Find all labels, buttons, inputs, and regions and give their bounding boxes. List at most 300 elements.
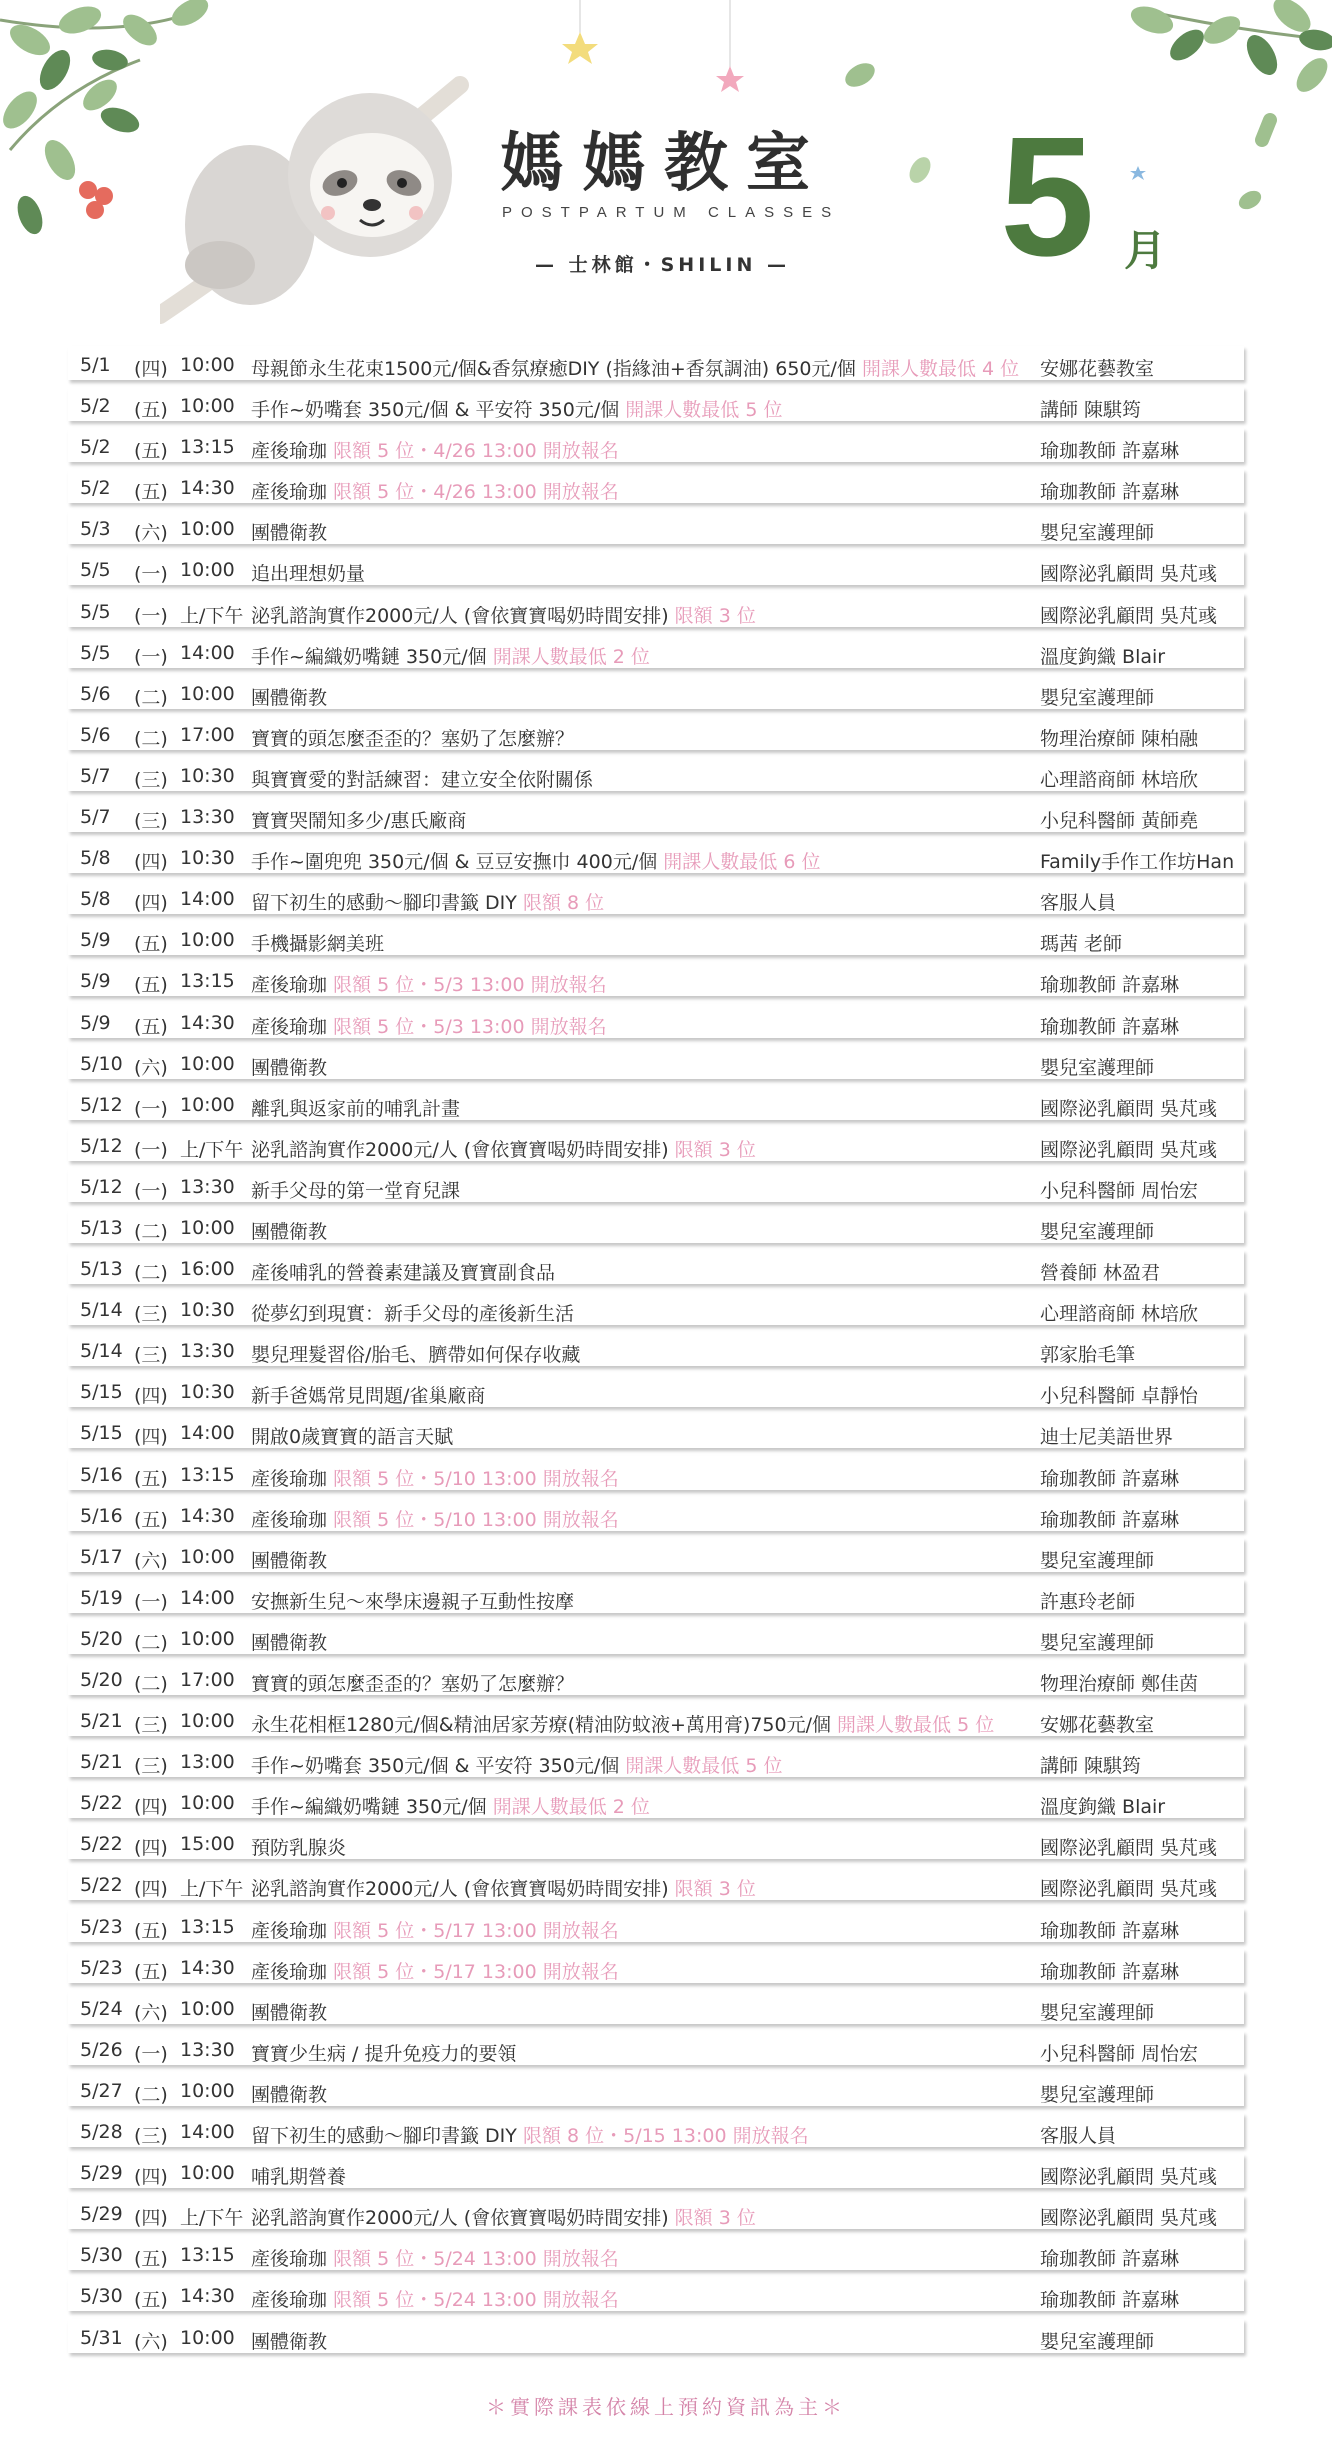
class-description [251, 2039, 516, 2066]
class-time: 13:30 [180, 1175, 235, 1198]
schedule-row [68, 1946, 1244, 1987]
class-time: 14:00 [180, 2121, 235, 2144]
class-teacher: 溫度鉤織 Blair [1040, 645, 1166, 668]
class-description [251, 642, 650, 669]
class-weekday: (三) [134, 2125, 168, 2148]
schedule-row [68, 959, 1244, 1000]
class-weekday: (二) [134, 2083, 168, 2106]
class-note: 限額 3 位 [674, 1878, 756, 1901]
class-teacher: 客服人員 [1040, 892, 1117, 915]
class-time: 上/下午 [180, 1138, 244, 1161]
class-time: 13:15 [180, 970, 235, 993]
class-time: 14:00 [180, 1586, 235, 1609]
class-title: 泌乳諮詢實作2000元/人 (會依寶寶喝奶時間安排) [251, 2207, 669, 2230]
class-date: 5/20 [80, 1627, 123, 1650]
class-date: 5/5 [80, 559, 111, 582]
class-description [251, 1957, 619, 1984]
class-note: 開課人數最低 6 位 [663, 851, 821, 874]
class-description [251, 436, 619, 463]
class-title: 預防乳腺炎 [251, 1837, 347, 1860]
schedule-row [68, 1329, 1244, 1370]
schedule-row [68, 713, 1244, 754]
class-description [251, 1628, 327, 1655]
class-weekday: (二) [134, 1673, 168, 1695]
class-description [251, 2285, 619, 2312]
class-title: 寶寶的頭怎麼歪歪的？塞奶了怎麼辦？ [251, 1673, 575, 1695]
class-time: 10:00 [180, 354, 235, 376]
class-description [251, 1422, 453, 1449]
class-description [251, 601, 756, 628]
schedule-row [68, 2316, 1244, 2357]
class-date: 5/8 [80, 847, 111, 870]
class-teacher: 國際泌乳顧問 吳芃彧 [1040, 1837, 1218, 1860]
class-weekday: (一) [134, 2042, 168, 2065]
class-date: 5/2 [80, 395, 111, 418]
schedule-row [68, 2274, 1244, 2315]
schedule-row [68, 672, 1244, 713]
class-weekday: (三) [134, 1303, 168, 1326]
class-time: 10:00 [180, 1216, 235, 1239]
star-ornaments-decoration [540, 0, 780, 110]
class-description [251, 1505, 619, 1532]
class-time: 上/下午 [180, 604, 244, 627]
class-teacher: 瑜珈教師 許嘉琳 [1040, 1960, 1180, 1983]
schedule-row [68, 548, 1244, 589]
class-note: 限額 5 位・5/10 13:00 開放報名 [333, 1467, 619, 1490]
class-note: 限額 3 位 [674, 2207, 756, 2230]
class-date: 5/30 [80, 2244, 123, 2267]
class-description [251, 724, 574, 751]
class-date: 5/16 [80, 1463, 123, 1486]
schedule-row [68, 1288, 1244, 1329]
small-leaf-decoration [1220, 175, 1280, 225]
class-description [251, 1916, 619, 1943]
schedule-row [68, 1535, 1244, 1576]
class-weekday: (五) [134, 2289, 168, 2312]
class-weekday: (四) [134, 1385, 168, 1408]
class-weekday: (六) [134, 1056, 168, 1079]
class-date: 5/15 [80, 1422, 123, 1445]
schedule-row [68, 754, 1244, 795]
class-time: 14:00 [180, 1422, 235, 1445]
class-description [251, 1833, 346, 1860]
class-time: 14:30 [180, 2285, 235, 2308]
class-weekday: (一) [134, 1097, 168, 1120]
class-date: 5/23 [80, 1915, 123, 1938]
class-weekday: (三) [134, 1755, 168, 1778]
class-note: 限額 5 位・5/10 13:00 開放報名 [333, 1508, 619, 1531]
class-description [251, 970, 607, 997]
class-time: 10:00 [180, 1052, 235, 1075]
schedule-row [68, 2192, 1244, 2233]
class-date: 5/14 [80, 1340, 123, 1363]
class-title: 手作~奶嘴套 350元/個 & 平安符 350元/個 [251, 1755, 620, 1778]
class-time: 14:30 [180, 1011, 235, 1034]
class-teacher: 客服人員 [1040, 2125, 1117, 2148]
class-title: 產後瑜珈 [251, 2248, 328, 2271]
class-weekday: (五) [134, 1467, 168, 1490]
schedule-row [68, 2110, 1244, 2151]
class-weekday: (五) [134, 933, 168, 956]
class-weekday: (四) [134, 892, 168, 915]
class-time: 15:00 [180, 1833, 235, 1856]
class-weekday: (三) [134, 1344, 168, 1367]
class-weekday: (五) [134, 399, 168, 422]
class-title: 團體衛教 [251, 2083, 328, 2106]
class-note: 開課人數最低 4 位 [861, 358, 1020, 380]
class-title: 泌乳諮詢實作2000元/人 (會依寶寶喝奶時間安排) [251, 1878, 669, 1901]
class-description [251, 395, 782, 422]
class-weekday: (二) [134, 1220, 168, 1243]
class-teacher: 心理諮商師 林培欣 [1040, 1303, 1199, 1326]
class-time: 10:00 [180, 1710, 235, 1733]
schedule-row [68, 1740, 1244, 1781]
schedule-row [68, 1124, 1244, 1165]
class-teacher: 嬰兒室護理師 [1040, 1631, 1155, 1654]
schedule-row [68, 1083, 1244, 1124]
class-title: 產後瑜珈 [251, 1467, 328, 1490]
class-description [251, 1464, 619, 1491]
class-date: 5/13 [80, 1258, 123, 1281]
class-teacher: Family手作工作坊Han [1040, 851, 1235, 874]
class-title: 哺乳期營養 [251, 2166, 347, 2189]
class-weekday: (五) [134, 2248, 168, 2271]
class-description [251, 1874, 756, 1901]
class-date: 5/26 [80, 2038, 123, 2061]
class-teacher: 營養師 林盈君 [1040, 1262, 1161, 1285]
class-weekday: (五) [134, 1960, 168, 1983]
class-weekday: (二) [134, 686, 168, 709]
class-description [251, 1299, 574, 1326]
class-date: 5/13 [80, 1216, 123, 1239]
class-title: 開啟0歲寶寶的語言天賦 [251, 1426, 454, 1449]
class-date: 5/15 [80, 1381, 123, 1404]
sloth-illustration [160, 55, 480, 325]
class-time: 13:15 [180, 1915, 235, 1938]
month-number: 5 [1000, 102, 1095, 292]
schedule-row [68, 1863, 1244, 1904]
class-weekday: (二) [134, 1631, 168, 1654]
class-weekday: (一) [134, 1138, 168, 1161]
class-title: 團體衛教 [251, 2330, 328, 2353]
class-date: 5/6 [80, 682, 111, 705]
class-teacher: 小兒科醫師 周怡宏 [1040, 2042, 1199, 2065]
class-note: 限額 3 位 [674, 1138, 756, 1161]
class-time: 10:00 [180, 1997, 235, 2020]
class-date: 5/27 [80, 2079, 123, 2102]
class-teacher: 郭家胎毛筆 [1040, 1344, 1136, 1367]
class-description [251, 2327, 327, 2354]
class-teacher: 瑜珈教師 許嘉琳 [1040, 440, 1180, 463]
class-date: 5/14 [80, 1299, 123, 1322]
class-weekday: (一) [134, 563, 168, 586]
class-title: 永生花相框1280元/個&精油居家芳療(精油防蚊液+萬用膏)750元/個 [251, 1714, 831, 1737]
class-title: 手作~圍兜兜 350元/個 & 豆豆安撫巾 400元/個 [251, 851, 658, 874]
class-teacher: 小兒科醫師 卓靜怡 [1040, 1385, 1199, 1408]
class-title: 寶寶少生病 / 提升免疫力的要領 [251, 2042, 517, 2065]
class-teacher: 瑜珈教師 許嘉琳 [1040, 974, 1180, 997]
class-time: 14:30 [180, 1504, 235, 1527]
class-title: 產後瑜珈 [251, 1919, 328, 1942]
class-title: 團體衛教 [251, 1631, 328, 1654]
class-title: 母親節永生花束1500元/個&香氛療癒DIY (指緣油+香氛調油) 650元/個 [251, 358, 856, 380]
class-title: 團體衛教 [251, 2001, 328, 2024]
class-title: 團體衛教 [251, 1220, 328, 1243]
class-description [251, 2162, 346, 2189]
schedule-row [68, 2233, 1244, 2274]
class-title: 產後瑜珈 [251, 1960, 328, 1983]
schedule-row [68, 1165, 1244, 1206]
class-date: 5/22 [80, 1874, 123, 1897]
schedule-row [68, 1370, 1244, 1411]
schedule-row [68, 1411, 1244, 1452]
class-weekday: (六) [134, 522, 168, 545]
class-title: 產後瑜珈 [251, 2289, 328, 2312]
class-title: 手作~奶嘴套 350元/個 & 平安符 350元/個 [251, 399, 620, 422]
schedule-row [68, 1453, 1244, 1494]
schedule-row [68, 1042, 1244, 1083]
class-description [251, 1053, 327, 1080]
class-teacher: 瑜珈教師 許嘉琳 [1040, 1467, 1180, 1490]
schedule-row [68, 384, 1244, 425]
class-date: 5/2 [80, 436, 111, 459]
class-weekday: (二) [134, 1262, 168, 1285]
class-weekday: (二) [134, 727, 168, 750]
class-description [251, 1587, 574, 1614]
class-teacher: 溫度鉤織 Blair [1040, 1796, 1166, 1819]
class-date: 5/9 [80, 929, 111, 952]
class-title: 新手父母的第一堂育兒課 [251, 1179, 461, 1202]
class-description [251, 1012, 607, 1039]
class-description [251, 2203, 756, 2230]
class-description [251, 1792, 650, 1819]
class-note: 開課人數最低 2 位 [492, 645, 650, 668]
schedule-row [68, 836, 1244, 877]
class-weekday: (一) [134, 1590, 168, 1613]
class-time: 13:00 [180, 1751, 235, 1774]
class-description [251, 2121, 809, 2148]
class-weekday: (一) [134, 604, 168, 627]
class-date: 5/3 [80, 518, 111, 541]
schedule-row [68, 1987, 1244, 2028]
class-date: 5/19 [80, 1586, 123, 1609]
class-description [251, 1751, 782, 1778]
class-weekday: (五) [134, 1508, 168, 1531]
class-description [251, 806, 466, 833]
class-description [251, 354, 1019, 381]
class-note: 限額 5 位・4/26 13:00 開放報名 [333, 440, 619, 463]
class-weekday: (四) [134, 358, 168, 380]
class-teacher: 國際泌乳顧問 吳芃彧 [1040, 1097, 1218, 1120]
class-title: 手作~編織奶嘴鏈 350元/個 [251, 1796, 487, 1819]
class-description [251, 559, 365, 586]
class-title: 團體衛教 [251, 522, 328, 545]
class-time: 10:30 [180, 847, 235, 870]
class-time: 10:00 [180, 395, 235, 418]
class-time: 13:15 [180, 1463, 235, 1486]
schedule-row [68, 877, 1244, 918]
class-title: 產後瑜珈 [251, 440, 328, 463]
class-date: 5/29 [80, 2162, 123, 2185]
class-teacher: 國際泌乳顧問 吳芃彧 [1040, 563, 1218, 586]
class-title: 產後瑜珈 [251, 481, 328, 504]
class-time: 10:00 [180, 682, 235, 705]
class-description [251, 1710, 994, 1737]
class-time: 13:30 [180, 806, 235, 829]
class-time: 10:30 [180, 764, 235, 787]
schedule-row [68, 631, 1244, 672]
class-date: 5/12 [80, 1093, 123, 1116]
class-title: 寶寶的頭怎麼歪歪的？塞奶了怎麼辦？ [251, 727, 575, 750]
class-weekday: (四) [134, 1426, 168, 1449]
class-weekday: (四) [134, 1796, 168, 1819]
class-title: 產後哺乳的營養素建議及寶寶副食品 [251, 1262, 556, 1285]
class-description [251, 683, 327, 710]
class-teacher: 嬰兒室護理師 [1040, 1056, 1155, 1079]
class-title: 寶寶哭鬧知多少/惠氏廠商 [251, 810, 467, 833]
class-weekday: (六) [134, 1549, 168, 1572]
class-description [251, 1176, 460, 1203]
class-date: 5/12 [80, 1175, 123, 1198]
class-title: 產後瑜珈 [251, 1508, 328, 1531]
class-date: 5/6 [80, 723, 111, 746]
class-date: 5/21 [80, 1751, 123, 1774]
schedule-list [68, 343, 1244, 2357]
class-description [251, 2244, 619, 2271]
class-weekday: (五) [134, 1015, 168, 1038]
class-teacher: 國際泌乳顧問 吳芃彧 [1040, 2166, 1218, 2189]
class-weekday: (三) [134, 1714, 168, 1737]
class-weekday: (四) [134, 851, 168, 874]
class-note: 開課人數最低 5 位 [625, 1755, 783, 1778]
class-date: 5/22 [80, 1833, 123, 1856]
class-time: 10:00 [180, 929, 235, 952]
class-description [251, 888, 604, 915]
class-teacher: 國際泌乳顧問 吳芃彧 [1040, 604, 1218, 627]
month-unit-label: 月 [1124, 226, 1167, 275]
class-description [251, 929, 384, 956]
class-description [251, 477, 619, 504]
class-date: 5/22 [80, 1792, 123, 1815]
class-teacher: 嬰兒室護理師 [1040, 1549, 1155, 1572]
class-teacher: 嬰兒室護理師 [1040, 2330, 1155, 2353]
class-note: 開課人數最低 5 位 [625, 399, 783, 422]
class-weekday: (五) [134, 974, 168, 997]
schedule-row [68, 1822, 1244, 1863]
class-date: 5/7 [80, 806, 111, 829]
class-time: 上/下午 [180, 2207, 244, 2230]
class-weekday: (四) [134, 2207, 168, 2230]
class-date: 5/7 [80, 764, 111, 787]
class-weekday: (一) [134, 645, 168, 668]
class-time: 10:30 [180, 1381, 235, 1404]
class-date: 5/31 [80, 2326, 123, 2349]
class-date: 5/2 [80, 477, 111, 500]
class-time: 上/下午 [180, 1878, 244, 1901]
class-date: 5/10 [80, 1052, 123, 1075]
class-description [251, 847, 820, 874]
class-date: 5/17 [80, 1545, 123, 1568]
class-date: 5/20 [80, 1669, 123, 1691]
class-note: 限額 5 位・5/24 13:00 開放報名 [333, 2289, 619, 2312]
class-time: 13:15 [180, 2244, 235, 2267]
page-subtitle: POSTPARTUM CLASSES [502, 204, 841, 221]
class-note: 限額 5 位・4/26 13:00 開放報名 [333, 481, 619, 504]
class-teacher: 小兒科醫師 周怡宏 [1040, 1179, 1199, 1202]
class-note: 限額 5 位・5/3 13:00 開放報名 [333, 1015, 607, 1038]
class-title: 產後瑜珈 [251, 1015, 328, 1038]
branch-label: — 士林館・SHILIN — [535, 254, 790, 276]
class-title: 新手爸媽常見問題/雀巢廠商 [251, 1385, 486, 1408]
class-weekday: (一) [134, 1179, 168, 1202]
schedule-row [68, 1781, 1244, 1822]
class-description [251, 1546, 327, 1573]
class-title: 留下初生的感動～腳印書籤 DIY [251, 2125, 517, 2148]
class-weekday: (四) [134, 2166, 168, 2189]
class-time: 10:00 [180, 559, 235, 582]
class-title: 手機攝影網美班 [251, 933, 385, 956]
class-description [251, 1217, 327, 1244]
schedule-row [68, 466, 1244, 507]
class-description [251, 2080, 327, 2107]
class-title: 與寶寶愛的對話練習：建立安全依附關係 [251, 768, 594, 791]
class-time: 10:30 [180, 1299, 235, 1322]
class-note: 限額 5 位・5/17 13:00 開放報名 [333, 1960, 619, 1983]
class-date: 5/9 [80, 970, 111, 993]
schedule-row [68, 590, 1244, 631]
class-note: 開課人數最低 5 位 [837, 1714, 995, 1737]
small-leaf-decoration [830, 50, 890, 100]
class-description [251, 1135, 756, 1162]
class-time: 10:00 [180, 2326, 235, 2349]
class-weekday: (五) [134, 481, 168, 504]
schedule-row [68, 1699, 1244, 1740]
class-time: 10:00 [180, 2079, 235, 2102]
class-description [251, 1258, 555, 1285]
class-title: 團體衛教 [251, 686, 328, 709]
class-teacher: 許惠玲老師 [1040, 1590, 1136, 1613]
schedule-row [68, 2151, 1244, 2192]
schedule-row [68, 1206, 1244, 1247]
class-teacher: 小兒科醫師 黃師堯 [1040, 810, 1199, 833]
class-date: 5/9 [80, 1011, 111, 1034]
class-note: 限額 5 位・5/3 13:00 開放報名 [333, 974, 607, 997]
class-date: 5/21 [80, 1710, 123, 1733]
class-weekday: (四) [134, 1837, 168, 1860]
class-date: 5/8 [80, 888, 111, 911]
class-description [251, 1340, 580, 1367]
footer-note: ＊實際課表依線上預約資訊為主＊ [486, 2395, 846, 2419]
class-weekday: (五) [134, 1919, 168, 1942]
class-weekday: (六) [134, 2330, 168, 2353]
class-description [251, 1094, 460, 1121]
class-date: 5/12 [80, 1134, 123, 1157]
class-date: 5/1 [80, 354, 111, 376]
class-teacher: 講師 陳騏筠 [1040, 399, 1142, 422]
class-title: 嬰兒理髮習俗/胎毛、臍帶如何保存收藏 [251, 1344, 581, 1367]
class-description [251, 1998, 327, 2025]
class-description [251, 1669, 574, 1696]
class-date: 5/16 [80, 1504, 123, 1527]
class-title: 團體衛教 [251, 1549, 328, 1572]
class-time: 10:00 [180, 2162, 235, 2185]
class-weekday: (六) [134, 2001, 168, 2024]
class-note: 限額 5 位・5/24 13:00 開放報名 [333, 2248, 619, 2271]
class-teacher: 安娜花藝教室 [1040, 1714, 1155, 1737]
schedule-row [68, 1617, 1244, 1658]
class-note: 限額 8 位 [522, 892, 605, 915]
class-time: 17:00 [180, 1669, 235, 1691]
